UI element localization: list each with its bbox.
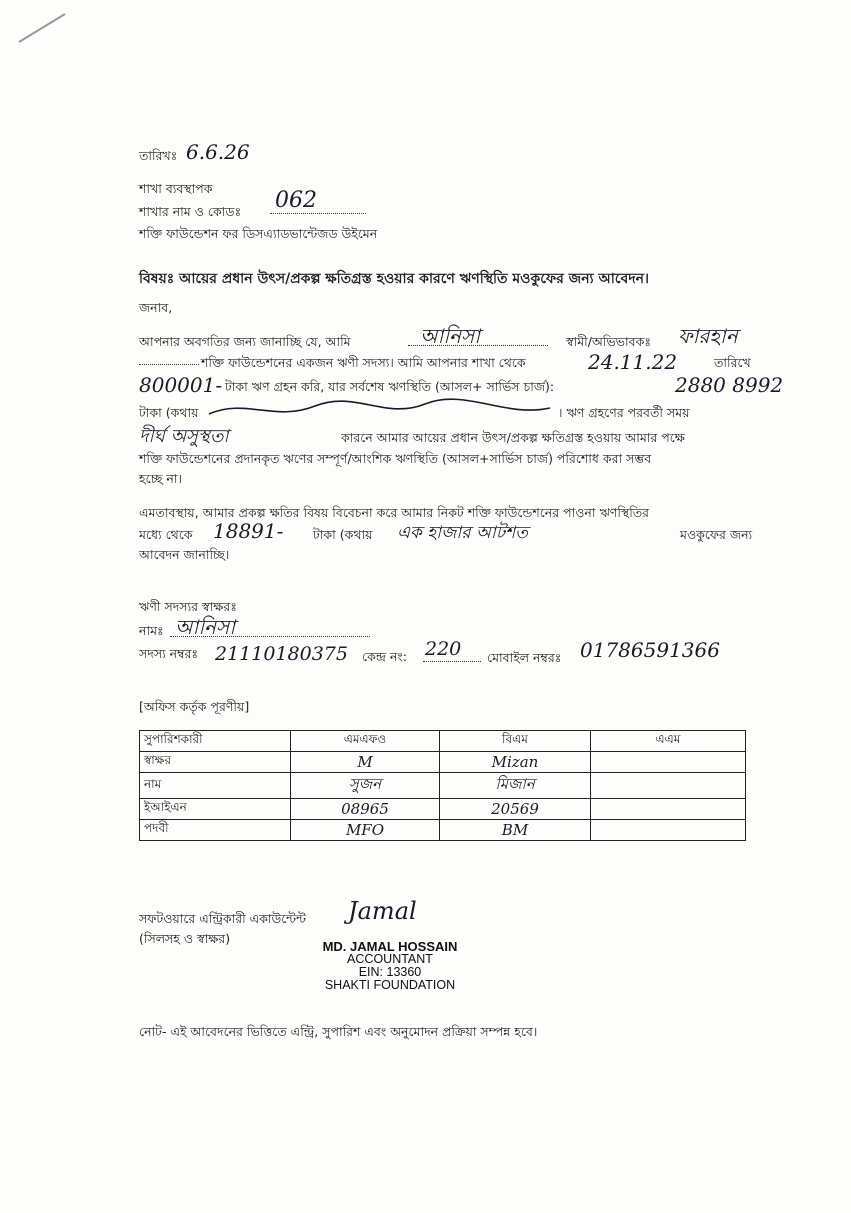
para2-text-1: এমতাবস্থায়, আমার প্রকল্প ক্ষতির বিষয় বিবেচনা করে আমার নিকট শক্তি ফাউন্ডেশনের পাওনা ঋণস্থিতির [139,505,650,520]
stamp-name: MD. JAMAL HOSSAIN [322,939,458,954]
table-header-row [140,731,746,752]
header-am: এএম [591,731,746,752]
table-row [140,799,746,820]
cell-bm-ein: 20569 [440,799,591,820]
para2-text-5: আবেদন জানাচ্ছি। [139,547,230,562]
cell-mfo-name: সুজন [291,773,440,799]
office-table [139,730,746,841]
row-label-designation: পদবী [140,820,291,841]
cell-am-signature [591,752,746,773]
mobile-label: মোবাইল নম্বরঃ [487,650,562,665]
accountant-label-1: সফটওয়ারে এন্ট্রিকারী একাউন্টেন্ট [139,911,306,926]
para1-text-9: শক্তি ফাউন্ডেশনের প্রদানকৃত ঋণের সম্পূর্ণ/আংশিক ঋণস্থিতি (আসল+সার্ভিস চার্জ) পরিশোধ করা সম্ভব [139,451,652,466]
guardian-name: ফারহান [678,324,738,348]
center-dots [423,661,481,662]
member-no-label: সদস্য নম্বরঃ [139,646,199,661]
stamp-ein: EIN: 13360 [358,965,422,979]
center-label: কেন্দ্র নং: [362,649,407,664]
branch-code-value: 062 [275,188,317,213]
cell-am-designation [591,820,746,841]
para1-text-4: তারিখে [714,355,751,370]
member-name-value: আনিসা [175,615,236,639]
header-bm: বিএম [440,731,591,752]
salutation: জনাব, [139,300,173,315]
table-row [140,752,746,773]
date-label: তারিখঃ [139,148,178,163]
member-name-label: নামঃ [139,623,164,638]
note: নোট- এই আবেদনের ভিত্তিতে এন্ট্রি, সুপারিশ এবং অনুমোদন প্রক্রিয়া সম্পন্ন হবে। [139,1024,538,1039]
cell-bm-designation: BM [440,820,591,841]
cell-mfo-ein: 08965 [291,799,440,820]
waive-amount-words: এক হাজার আটশত [397,523,528,543]
para1-text-5: টাকা ঋণ গ্রহন করি, যার সর্বশেষ ঋণস্থিতি (আসল+ সার্ভিস চার্জ): [225,379,555,394]
office-title: [অফিস কর্তৃক পূরণীয়] [139,699,250,714]
pen-mark [15,8,70,48]
para1-text-3: শক্তি ফাউন্ডেশনের একজন ঋণী সদস্য। আমি আপনার শাখা থেকে [201,355,526,370]
branch-code-dots [270,213,366,214]
branch-manager-label: শাখা ব্যবস্থাপক [139,181,213,196]
loan-date: 24.11.22 [588,350,678,374]
org-line: শক্তি ফাউন্ডেশন ফর ডিসএ্যাডভান্টেজড উইমেন [139,226,378,241]
loan-balance: 2880 8992 [675,373,784,397]
para1-text-1: আপনার অবগতির জন্য জানাচ্ছি যে, আমি [139,334,351,349]
stamp-org: SHAKTI FOUNDATION [324,978,456,992]
subject: বিষয়ঃ আয়ের প্রধান উৎস/প্রকল্প ক্ষতিগ্রস্ত হওয়ার কারণে ঋণস্থিতি মওকুফের জন্য আবেদন। [139,271,649,287]
stamp-title: ACCOUNTANT [347,952,433,966]
cell-am-name [591,773,746,799]
table-row [140,773,746,799]
para1-text-7: । ঋণ গ্রহণের পরবর্তী সময় [558,405,690,420]
para2-text-3: টাকা (কথায় [313,527,373,542]
words-scribble [205,396,555,424]
row-label-ein: ইআইএন [140,799,291,820]
applicant-name: আনিসা [420,324,481,348]
accountant-signature: Jamal [348,897,417,925]
para2-text-2: মধ্যে থেকে [139,527,193,542]
date-value: 6.6.26 [186,140,250,164]
para1-text-6: টাকা (কথায় [139,405,199,420]
accountant-stamp [300,940,480,992]
waive-amount: 18891- [213,519,284,543]
mobile-value: 01786591366 [580,638,720,662]
row-label-name: নাম [140,773,291,799]
cell-mfo-designation: MFO [291,820,440,841]
guardian-dots [139,364,199,365]
cell-am-ein [591,799,746,820]
cell-bm-name: মিজান [440,773,591,799]
member-no-value: 21110180375 [215,643,348,665]
member-sign-label: ঋণী সদস্যর স্বাক্ষরঃ [139,599,237,614]
cell-mfo-signature: M [291,752,440,773]
table-row [140,820,746,841]
header-recommender: সুপারিশকারী [140,731,291,752]
branch-name-code-label: শাখার নাম ও কোডঃ [139,204,242,219]
accountant-label-2: (সিলসহ ও স্বাক্ষর) [139,931,231,946]
header-mfo: এমএফও [291,731,440,752]
para2-text-4: মওকুফের জন্য [680,527,753,542]
para1-text-10: হচ্ছে না। [139,471,182,486]
row-label-signature: স্বাক্ষর [140,752,291,773]
cause-value: দীর্ঘ অসুস্থতা [139,426,229,447]
para1-text-2: স্বামী/অভিভাবকঃ [566,334,651,349]
para1-text-8: কারনে আমার আয়ের প্রধান উৎস/প্রকল্প ক্ষতিগ্রস্ত হওয়ায় আমার পক্ষে [341,430,685,445]
cell-bm-signature: Mizan [440,752,591,773]
center-value: 220 [425,638,462,660]
loan-amount: 800001- [139,373,223,397]
